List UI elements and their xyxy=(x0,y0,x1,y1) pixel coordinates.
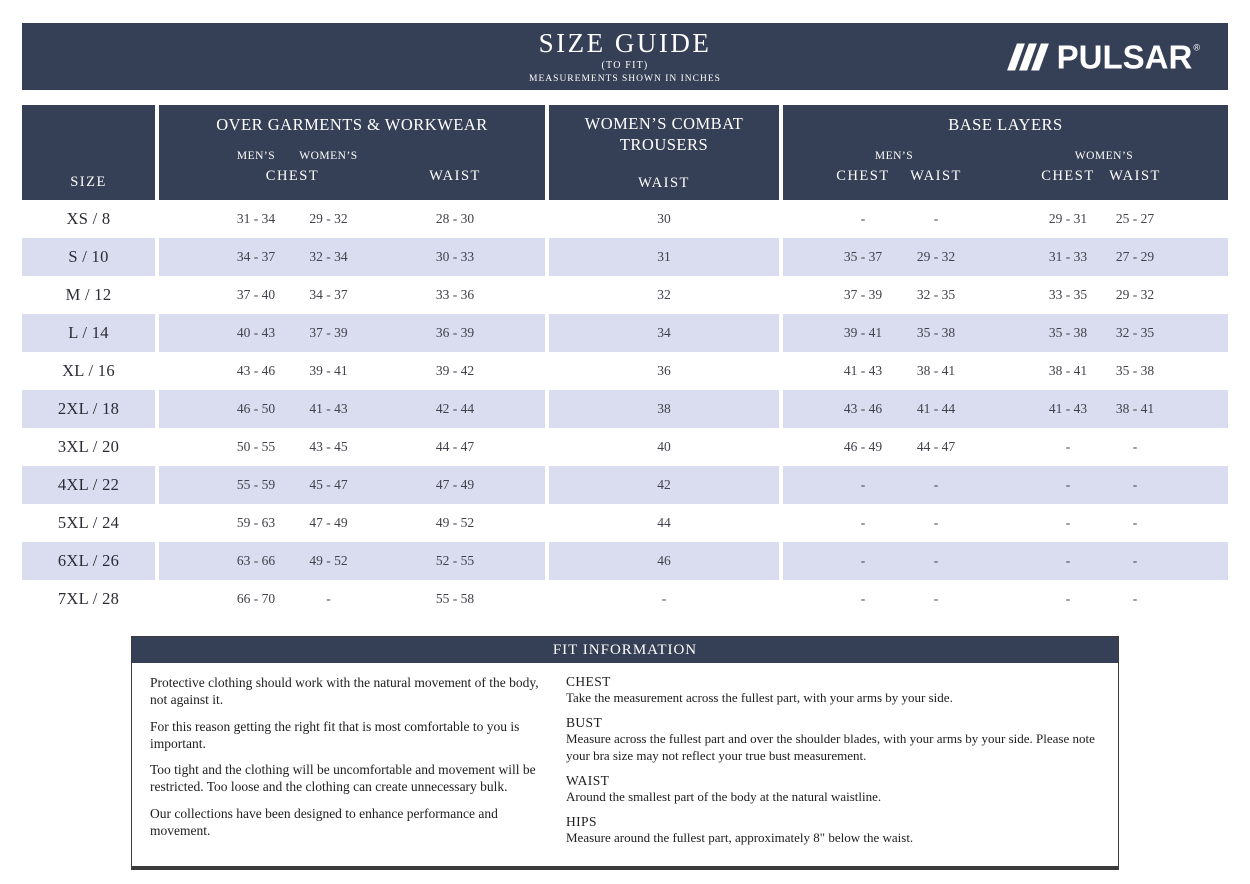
bl-womens-chest-value: 35 - 38 xyxy=(1048,325,1088,340)
page-title: SIZE GUIDE xyxy=(538,28,712,59)
combat-waist-value: 46 xyxy=(545,542,779,580)
fit-measure-definitions xyxy=(566,674,1102,854)
combat-waist-value: 32 xyxy=(545,276,779,314)
definition-term: BUST xyxy=(566,714,603,730)
definition-desc: Take the measurement across the fullest part, with your arms by your side. xyxy=(566,690,953,705)
og-womens-chest-value: 45 - 47 xyxy=(309,477,348,492)
og-chest-label: CHEST xyxy=(265,168,320,184)
og-waist-value: 39 - 42 xyxy=(435,363,475,378)
over-garments-measure-row xyxy=(159,168,545,185)
bl-womens-chest-value: - xyxy=(1065,553,1071,568)
combat-waist-value: 31 xyxy=(545,238,779,276)
size-cell: 6XL / 26 xyxy=(22,542,155,580)
base-layers-cells xyxy=(779,428,1228,466)
table-row xyxy=(22,428,1228,466)
bl-womens-chest-value: - xyxy=(1065,515,1071,530)
over-garments-cells xyxy=(155,200,545,238)
size-cell: S / 10 xyxy=(22,238,155,276)
base-layers-cells xyxy=(779,276,1228,314)
over-garments-cells xyxy=(155,314,545,352)
bl-womens-waist-value: - xyxy=(1132,439,1138,454)
og-womens-chest-value: 47 - 49 xyxy=(309,515,348,530)
fit-information-section xyxy=(131,636,1119,870)
bl-womens-waist-value: 29 - 32 xyxy=(1115,287,1155,302)
definition-term: HIPS xyxy=(566,813,597,829)
base-layers-cells xyxy=(779,542,1228,580)
og-mens-chest-value: 46 - 50 xyxy=(236,401,276,416)
fit-information-header xyxy=(131,636,1119,663)
bl-mens-waist-value: 29 - 32 xyxy=(916,249,956,264)
base-layers-cells xyxy=(779,352,1228,390)
og-womens-chest-value: 41 - 43 xyxy=(309,401,348,416)
bl-mens-waist-label: WAIST xyxy=(910,168,962,184)
og-mens-chest-value: 31 - 34 xyxy=(236,211,276,226)
size-cell: 4XL / 22 xyxy=(22,466,155,504)
size-cell: XL / 16 xyxy=(62,361,115,380)
bl-mens-chest-value: - xyxy=(860,477,866,492)
bl-mens-waist-value: - xyxy=(933,591,939,606)
size-cell: L / 14 xyxy=(22,314,155,352)
over-garments-title: OVER GARMENTS & WORKWEAR xyxy=(216,115,488,134)
table-row xyxy=(22,352,1228,390)
bl-womens-waist-value: 38 - 41 xyxy=(1115,401,1155,416)
definition-bust xyxy=(566,715,1102,765)
combat-trousers-title: WOMEN’S COMBAT TROUSERS xyxy=(584,114,744,154)
bl-womens-waist-value: 25 - 27 xyxy=(1115,211,1155,226)
definition-desc: Measure around the fullest part, approximately 8" below the waist. xyxy=(566,829,914,845)
registered-trademark-icon: ® xyxy=(1193,42,1200,52)
table-row xyxy=(22,504,1228,542)
combat-waist-value: 36 xyxy=(545,352,779,390)
og-womens-chest-value: - xyxy=(326,591,331,606)
size-table-header xyxy=(22,105,1228,200)
table-row xyxy=(22,314,1228,352)
fit-note: For this reason getting the right fit that is most comfortable to you is important. xyxy=(150,718,520,751)
over-garments-cells xyxy=(155,580,545,618)
bl-mens-waist-value: - xyxy=(933,553,939,568)
size-cell: M / 12 xyxy=(65,285,112,304)
bl-mens-label: MEN’S xyxy=(874,150,914,162)
og-womens-label: WOMEN’S xyxy=(299,150,358,162)
brand-name: PULSAR xyxy=(1056,38,1193,75)
table-row xyxy=(22,580,1228,618)
bl-womens-label: WOMEN’S xyxy=(1074,150,1134,162)
fit-note: Too tight and the clothing will be uncomfortable and movement will be restricted. Too loose and the clothing can create unnecessary bulk. xyxy=(150,762,536,795)
og-mens-chest-value: 34 - 37 xyxy=(236,249,276,264)
og-womens-chest-value: 34 - 37 xyxy=(309,287,348,302)
over-garments-cells xyxy=(155,504,545,542)
bl-mens-waist-value: 44 - 47 xyxy=(916,439,956,454)
og-mens-chest-value: 66 - 70 xyxy=(236,591,276,606)
base-layers-cells xyxy=(779,580,1228,618)
bl-womens-waist-value: - xyxy=(1132,591,1138,606)
over-garments-cells xyxy=(155,276,545,314)
over-garments-cells xyxy=(155,466,545,504)
definition-desc: Around the smallest part of the body at the natural waistline. xyxy=(566,788,882,804)
bl-womens-waist-label: WAIST xyxy=(1109,168,1161,184)
size-column-header xyxy=(22,105,155,200)
table-row xyxy=(22,466,1228,504)
size-cell: 7XL / 28 xyxy=(57,589,120,608)
base-layers-measure-row xyxy=(783,168,1228,185)
base-layers-cells xyxy=(779,466,1228,504)
base-layers-cells xyxy=(779,314,1228,352)
bl-womens-chest-value: 33 - 35 xyxy=(1048,287,1088,302)
fit-note: Protective clothing should work with the natural movement of the body, not against it. xyxy=(150,675,539,708)
page-subtitle: (TO FIT) xyxy=(601,59,649,71)
og-womens-chest-value: 32 - 34 xyxy=(309,249,348,264)
og-waist-value: 52 - 55 xyxy=(435,553,475,568)
pulsar-logo xyxy=(1012,40,1200,73)
bl-womens-chest-value: - xyxy=(1065,477,1071,492)
bl-mens-waist-value: 38 - 41 xyxy=(916,363,956,378)
og-womens-chest-value: 29 - 32 xyxy=(309,211,348,226)
og-mens-chest-value: 50 - 55 xyxy=(236,439,276,454)
table-row xyxy=(22,390,1228,428)
og-waist-value: 30 - 33 xyxy=(435,249,475,264)
og-mens-chest-value: 40 - 43 xyxy=(236,325,276,340)
combat-waist-value: 44 xyxy=(545,504,779,542)
og-mens-chest-value: 37 - 40 xyxy=(236,287,276,302)
pulsar-slashes-icon xyxy=(1012,43,1048,70)
bl-womens-waist-value: 32 - 35 xyxy=(1115,325,1155,340)
og-womens-chest-value: 43 - 45 xyxy=(309,439,348,454)
bl-womens-chest-value: - xyxy=(1065,591,1071,606)
base-layers-cells xyxy=(779,238,1228,276)
bl-womens-chest-value: - xyxy=(1065,439,1071,454)
bl-womens-chest-value: 29 - 31 xyxy=(1048,211,1088,226)
og-mens-chest-value: 43 - 46 xyxy=(236,363,276,378)
og-waist-value: 42 - 44 xyxy=(435,401,475,416)
combat-waist-value: 42 xyxy=(545,466,779,504)
over-garments-cells xyxy=(155,428,545,466)
bl-mens-chest-value: - xyxy=(860,211,866,226)
bl-mens-waist-value: 41 - 44 xyxy=(916,401,956,416)
og-womens-chest-value: 49 - 52 xyxy=(309,553,348,568)
size-cell: XS / 8 xyxy=(66,209,111,228)
size-table-body xyxy=(22,200,1228,618)
bl-mens-waist-value: - xyxy=(933,211,939,226)
combat-waist-value: 38 xyxy=(545,390,779,428)
bl-womens-waist-value: - xyxy=(1132,515,1138,530)
size-header-label: SIZE xyxy=(70,174,107,190)
bl-mens-waist-value: 35 - 38 xyxy=(916,325,956,340)
bl-womens-waist-value: 35 - 38 xyxy=(1115,363,1155,378)
base-layers-cells xyxy=(779,504,1228,542)
table-row xyxy=(22,542,1228,580)
base-layers-cells xyxy=(779,200,1228,238)
og-waist-value: 47 - 49 xyxy=(435,477,475,492)
combat-waist-label: WAIST xyxy=(638,175,690,191)
fit-general-notes xyxy=(150,674,540,854)
definition-waist xyxy=(566,773,1102,806)
combat-waist-value: 40 xyxy=(545,428,779,466)
table-row xyxy=(22,238,1228,276)
combat-waist-value: - xyxy=(545,580,779,618)
og-mens-chest-value: 63 - 66 xyxy=(236,553,276,568)
bl-mens-waist-value: - xyxy=(933,515,939,530)
size-cell: 2XL / 18 xyxy=(22,390,155,428)
bl-mens-chest-value: 37 - 39 xyxy=(843,287,883,302)
combat-waist-value: 34 xyxy=(545,314,779,352)
bl-womens-waist-value: - xyxy=(1132,553,1138,568)
size-cell: 5XL / 24 xyxy=(57,513,120,532)
bl-womens-waist-value: 27 - 29 xyxy=(1115,249,1155,264)
base-layers-title: BASE LAYERS xyxy=(948,115,1063,134)
over-garments-cells xyxy=(155,542,545,580)
bl-mens-waist-value: - xyxy=(933,477,939,492)
og-mens-chest-value: 55 - 59 xyxy=(236,477,276,492)
over-garments-cells xyxy=(155,238,545,276)
measurement-note: MEASUREMENTS SHOWN IN INCHES xyxy=(529,73,721,84)
bl-mens-chest-value: 43 - 46 xyxy=(843,401,883,416)
bl-mens-chest-value: - xyxy=(860,553,866,568)
definition-term: WAIST xyxy=(566,772,610,788)
size-cell: 3XL / 20 xyxy=(57,437,120,456)
og-mens-label: MEN’S xyxy=(236,150,276,162)
bl-mens-chest-label: CHEST xyxy=(836,168,890,184)
definition-term: CHEST xyxy=(566,674,611,689)
bl-womens-chest-value: 38 - 41 xyxy=(1048,363,1088,378)
og-waist-value: 28 - 30 xyxy=(435,211,475,226)
bl-womens-chest-value: 31 - 33 xyxy=(1048,249,1088,264)
bl-mens-chest-value: - xyxy=(860,515,866,530)
over-garments-cells xyxy=(155,352,545,390)
fit-note: Our collections have been designed to enhance performance and movement. xyxy=(150,805,498,838)
bl-mens-chest-value: 35 - 37 xyxy=(843,249,883,264)
og-womens-chest-value: 37 - 39 xyxy=(309,325,348,340)
og-womens-chest-value: 39 - 41 xyxy=(309,363,348,378)
combat-waist-value: 30 xyxy=(545,200,779,238)
fit-information-body xyxy=(131,663,1119,870)
definition-desc: Measure across the fullest part and over the shoulder blades, with your arms by your side. Please note your bra size may not reflect your true bust measurement. xyxy=(566,730,1095,763)
og-waist-value: 36 - 39 xyxy=(435,325,475,340)
top-banner xyxy=(22,23,1228,90)
og-waist-value: 49 - 52 xyxy=(435,515,475,530)
bl-mens-chest-value: 46 - 49 xyxy=(843,439,883,454)
og-waist-value: 44 - 47 xyxy=(435,439,475,454)
over-garments-header xyxy=(155,105,545,200)
fit-information-title: FIT INFORMATION xyxy=(552,641,698,658)
og-waist-value: 33 - 36 xyxy=(435,287,475,302)
table-row xyxy=(22,200,1228,238)
over-garments-cells xyxy=(155,390,545,428)
base-layers-cells xyxy=(779,390,1228,428)
bl-mens-chest-value: - xyxy=(860,591,866,606)
over-garments-gender-row xyxy=(159,150,545,162)
bl-mens-waist-value: 32 - 35 xyxy=(916,287,956,302)
og-waist-value: 55 - 58 xyxy=(435,591,475,606)
table-row xyxy=(22,276,1228,314)
definition-hips xyxy=(566,814,1102,847)
base-layers-gender-row xyxy=(783,150,1228,162)
bl-womens-chest-value: 41 - 43 xyxy=(1048,401,1088,416)
bl-mens-chest-value: 39 - 41 xyxy=(843,325,883,340)
combat-trousers-header xyxy=(545,105,779,200)
bl-womens-chest-label: CHEST xyxy=(1041,168,1095,184)
definition-chest xyxy=(566,674,1102,707)
bl-womens-waist-value: - xyxy=(1132,477,1138,492)
bl-mens-chest-value: 41 - 43 xyxy=(843,363,883,378)
og-mens-chest-value: 59 - 63 xyxy=(236,515,276,530)
og-waist-label: WAIST xyxy=(429,168,481,184)
base-layers-header xyxy=(779,105,1228,200)
